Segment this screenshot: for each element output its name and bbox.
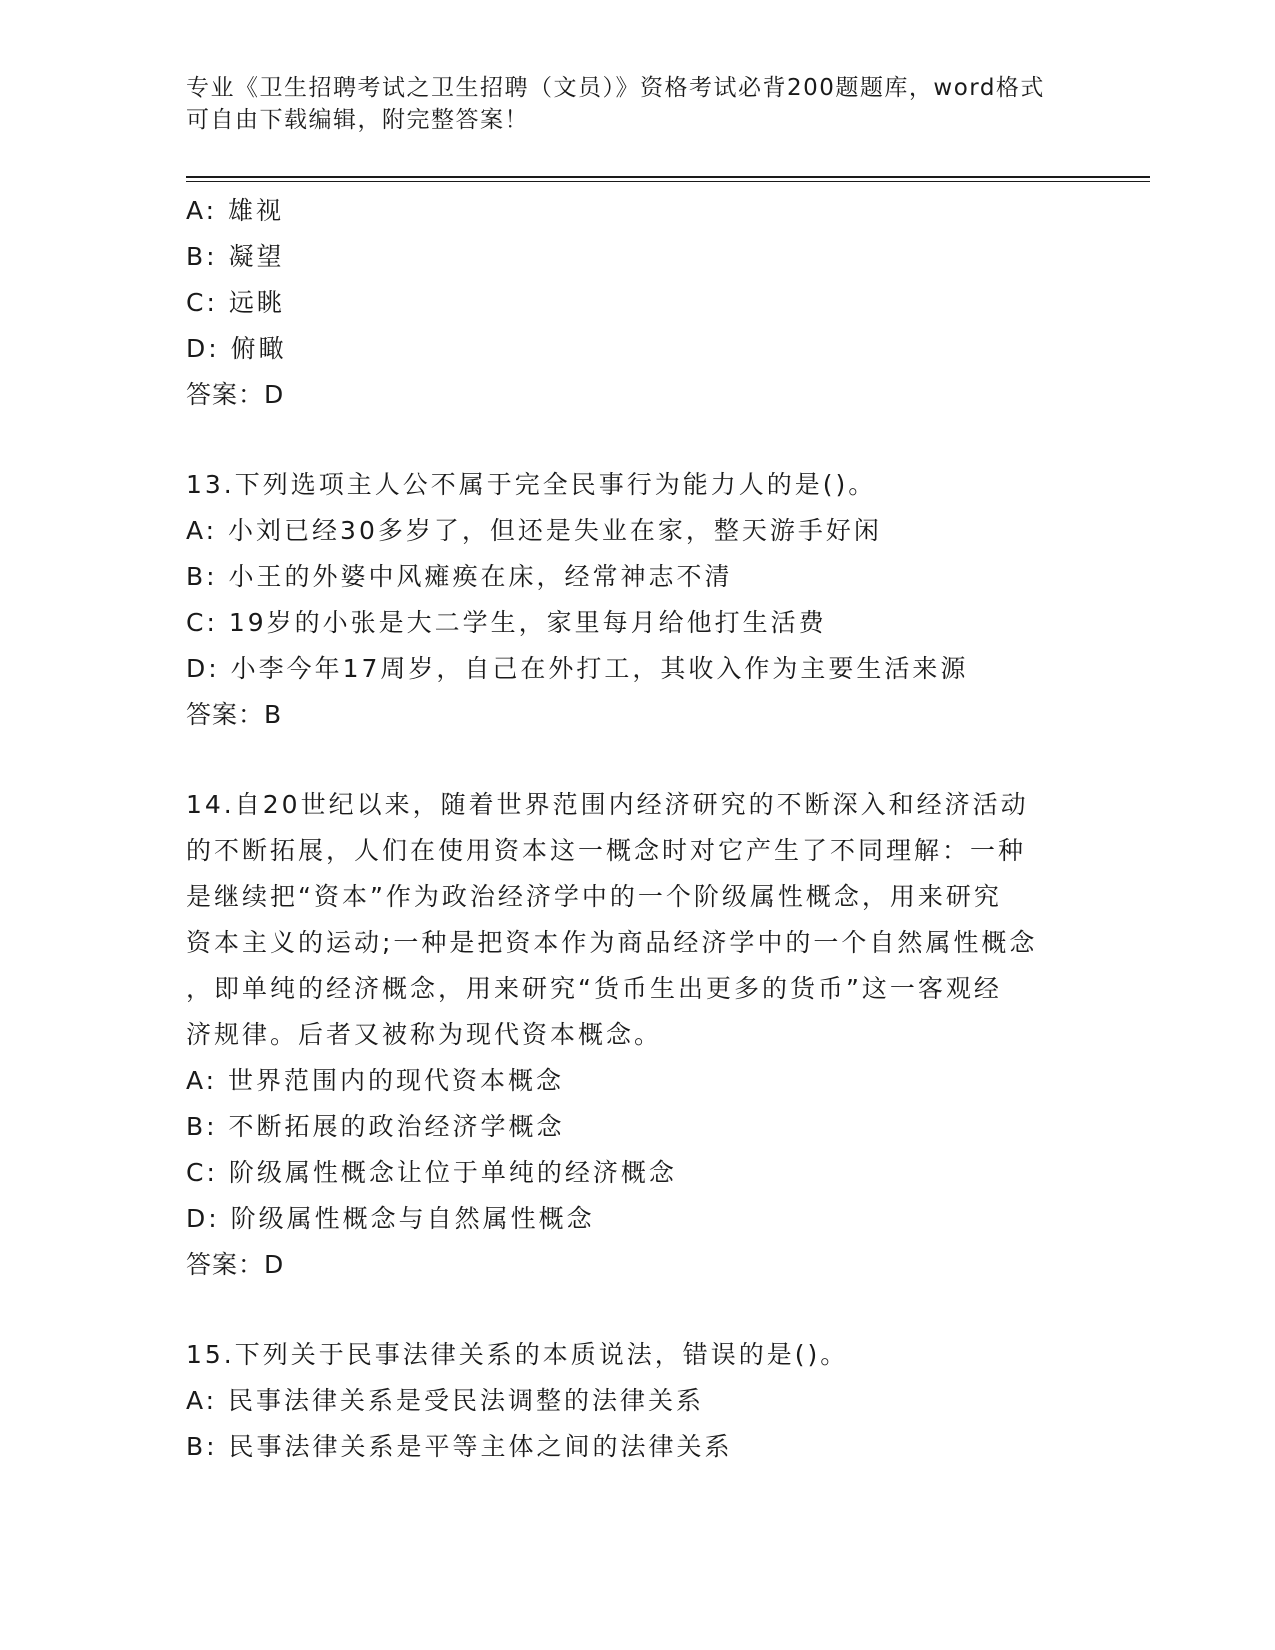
header-line-1: 专业《卫生招聘考试之卫生招聘（文员）》资格考试必背200题题库，word格式 — [186, 75, 1045, 101]
option-b: B: 凝望 — [186, 242, 285, 271]
question-stem: 15.下列关于民事法律关系的本质说法，错误的是()。 — [186, 1340, 849, 1369]
question-stem-line-4: 资本主义的运动;一种是把资本作为商品经济学中的一个自然属性概念 — [186, 928, 1038, 957]
question-13 — [186, 462, 1086, 738]
question-stem-line-6: 济规律。后者又被称为现代资本概念。 — [186, 1020, 663, 1049]
answer-line: 答案：B — [186, 700, 283, 729]
header-line-2: 可自由下载编辑，附完整答案！ — [186, 107, 529, 133]
question-stem-line-2: 的不断拓展，人们在使用资本这一概念时对它产生了不同理解：一种 — [186, 836, 1027, 865]
option-a: A: 雄视 — [186, 196, 285, 225]
option-a: A: 小刘已经30多岁了，但还是失业在家，整天游手好闲 — [186, 516, 882, 545]
question-stem-line-5: ，即单纯的经济概念，用来研究“货币生出更多的货币”这一客观经 — [186, 974, 1002, 1003]
option-d: D: 小李今年17周岁，自己在外打工，其收入作为主要生活来源 — [186, 654, 969, 683]
spacer — [186, 418, 1086, 462]
spacer — [186, 738, 1086, 782]
option-b: B: 民事法律关系是平等主体之间的法律关系 — [186, 1432, 733, 1461]
question-stem-line-3: 是继续把“资本”作为政治经济学中的一个阶级属性概念，用来研究 — [186, 882, 1002, 911]
question-stem: 13.下列选项主人公不属于完全民事行为能力人的是()。 — [186, 470, 877, 499]
question-12 — [186, 188, 1086, 418]
answer-line: 答案：D — [186, 380, 285, 409]
option-d: D: 俯瞰 — [186, 334, 287, 363]
answer-line: 答案：D — [186, 1250, 285, 1279]
option-c: C: 远眺 — [186, 288, 285, 317]
option-a: A: 世界范围内的现代资本概念 — [186, 1066, 565, 1095]
question-stem-line-1: 14.自20世纪以来，随着世界范围内经济研究的不断深入和经济活动 — [186, 790, 1029, 819]
question-list — [186, 188, 1086, 1470]
option-c: C: 阶级属性概念让位于单纯的经济概念 — [186, 1158, 677, 1187]
option-b: B: 小王的外婆中风瘫痪在床，经常神志不清 — [186, 562, 733, 591]
option-d: D: 阶级属性概念与自然属性概念 — [186, 1204, 595, 1233]
option-c: C: 19岁的小张是大二学生，家里每月给他打生活费 — [186, 608, 827, 637]
header-rule-thin — [186, 181, 1150, 182]
question-15 — [186, 1332, 1086, 1470]
spacer — [186, 1288, 1086, 1332]
header-rule-thick — [186, 176, 1150, 178]
question-14 — [186, 782, 1086, 1288]
option-a: A: 民事法律关系是受民法调整的法律关系 — [186, 1386, 705, 1415]
document-header — [186, 72, 1086, 136]
option-b: B: 不断拓展的政治经济学概念 — [186, 1112, 565, 1141]
